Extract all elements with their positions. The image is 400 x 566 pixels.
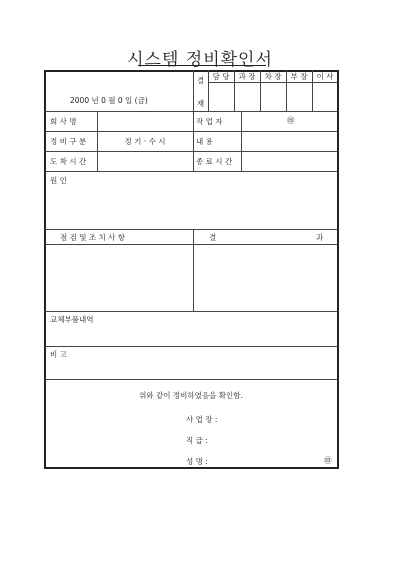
label-col-divider-right <box>241 111 242 171</box>
confirm-statement: 위와 같이 정비하였음을 확인함. <box>139 391 243 400</box>
row-line <box>44 171 338 172</box>
inspection-divider <box>193 229 194 312</box>
approval-role: 이 사 <box>316 72 334 81</box>
frame-bottom <box>44 467 338 469</box>
row-line <box>44 111 338 112</box>
row-line <box>44 229 338 230</box>
title-underline <box>138 65 266 66</box>
approval-role: 부 장 <box>290 72 308 81</box>
approval-label-top: 결 <box>196 76 205 85</box>
mid-col-divider <box>193 111 194 171</box>
type-value: 정 기 · 수 시 <box>124 137 166 146</box>
frame-right <box>337 70 339 469</box>
name-label: 성 명 : <box>186 457 208 466</box>
approval-role: 담 당 <box>212 72 230 81</box>
worker-label: 작 업 자 <box>196 117 223 126</box>
content-label: 내 용 <box>196 137 213 146</box>
workplace-label: 사 업 장 : <box>186 415 218 424</box>
row-line <box>44 151 338 152</box>
row-line <box>44 311 338 312</box>
frame-left <box>44 70 46 469</box>
date-line: 2000 년 0 월 0 일 (금) <box>70 96 148 105</box>
type-label: 정 비 구 분 <box>50 137 87 146</box>
arrival-label: 도 착 시 간 <box>50 157 87 166</box>
row-line <box>44 346 338 347</box>
inspection-label: 점 검 및 조 치 사 항 <box>60 233 126 242</box>
name-seal: ㊞ <box>324 456 332 465</box>
end-label: 종 료 시 간 <box>196 157 233 166</box>
approval-role: 차 장 <box>264 72 282 81</box>
position-label: 직 급 : <box>186 436 208 445</box>
result-label-right: 과 <box>316 233 324 242</box>
page-title: 시스템 정비확인서 <box>127 50 273 70</box>
approval-role: 과 장 <box>238 72 256 81</box>
parts-label: 교체부품내역 <box>50 315 94 324</box>
row-line <box>44 379 338 380</box>
approval-label-bottom: 재 <box>196 99 205 108</box>
remarks-label: 비 고 <box>50 350 67 359</box>
row-line <box>44 131 338 132</box>
row-line <box>44 244 338 245</box>
company-label: 회 사 명 <box>50 117 77 126</box>
approval-role-divider <box>208 82 338 83</box>
worker-seal: ㊞ <box>287 116 295 125</box>
cause-label: 원 인 <box>50 176 67 185</box>
result-label-left: 결 <box>209 233 217 242</box>
